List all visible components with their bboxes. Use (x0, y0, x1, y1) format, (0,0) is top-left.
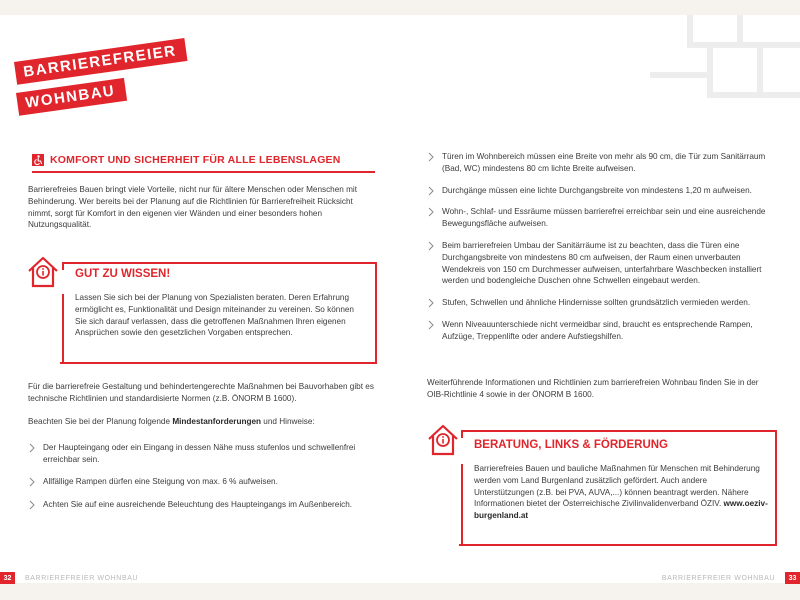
list-item-text: Durchgänge müssen eine lichte Durchgangsbreite von mindestens 1,20 m aufweisen. (442, 185, 752, 195)
list-item-text: Stufen, Schwellen und ähnliche Hindernisse sollten grundsätzlich vermieden werden. (442, 298, 751, 308)
footer-label-right: BARRIEREFREIER WOHNBAU (661, 574, 775, 582)
list-item-text: Türen im Wohnbereich müssen eine Breite von mehr als 90 cm, die Tür zum Sanitärraum (Bad, WC) mindestens 80 cm lichte Breite aufweisen. (442, 152, 766, 173)
intro-paragraph: Barrierefreies Bauen bringt viele Vorteile, nicht nur für ältere Menschen oder Menschen mit Behinderung. Wer bereits bei der Planung auf die Richtlinien für Barrierefreiheit Rücksicht nimmt, sorgt für Komfort in den eigenen vier Wänden und einer besonders hohen Nutzungsqualität. (28, 185, 358, 230)
chevron-right-icon (28, 443, 36, 453)
section-title: KOMFORT UND SICHERHEIT FÜR ALLE LEBENSLAGEN (50, 154, 341, 166)
footer-left (0, 571, 138, 585)
left-requirements-list (28, 442, 378, 518)
floorplan-decoration (650, 15, 800, 120)
chevron-right-icon (427, 241, 435, 251)
requirements-intro-post: und Hinweise: (261, 417, 315, 426)
right-requirements-list (427, 151, 775, 350)
requirements-intro-pre: Beachten Sie bei der Planung folgende (28, 417, 173, 426)
section-underline (32, 171, 375, 173)
list-item (28, 442, 378, 466)
list-item-text: Beim barrierefreien Umbau der Sanitärräume ist zu beachten, dass die Türen eine Durchgangsbreite von mindestens 80 cm aufweisen, der Raum einen unverbauten Wendekreis von 150 cm Durchmesser aufweisen, unterfahrbare Waschbecken installiert werden und bodengleiche Duschen ohne Schwellen eingebaut werden. (442, 240, 762, 286)
section-heading (32, 154, 341, 166)
info-box-2-title: BERATUNG, LINKS & FÖRDERUNG (474, 439, 669, 451)
list-item-text: Achten Sie auf eine ausreichende Beleuchtung des Haupteingangs im Außenbereich. (43, 500, 353, 510)
page-number-right: 33 (785, 572, 800, 584)
document-spread (0, 15, 800, 583)
chevron-right-icon (427, 207, 435, 217)
requirements-intro (28, 416, 378, 428)
list-item (28, 499, 378, 511)
list-item (427, 151, 775, 175)
list-item-text: Wenn Niveauunterschiede nicht vermeidbar sind, braucht es entsprechende Rampen, Aufzüge, Treppenlifte oder andere Aufstiegshilfen. (442, 319, 753, 341)
norms-paragraph: Für die barrierefreie Gestaltung und behindertengerechte Maßnahmen bei Bauvorhaben gibt es technische Richtlinien und standardisierte Normen (z.B. ÖNORM B 1600). (28, 382, 374, 403)
chevron-right-icon (28, 500, 36, 510)
list-item (427, 206, 775, 230)
info-box-2-left (461, 464, 463, 546)
info-box-1-text: Lassen Sie sich bei der Planung von Spezialisten beraten. Deren Erfahrung ermöglicht es, Funktionalität und Design miteinander zu vereinen. So können Sie sich darauf verlassen, dass die getroffenen Maßnahmen Ihren eigenen Ansprüchen sowie den gesetzlichen Vorgaben entsprechen. (75, 293, 354, 338)
list-item (427, 240, 775, 287)
footer-label-left: BARRIEREFREIER WOHNBAU (25, 574, 139, 582)
list-item-text: Wohn-, Schlaf- und Essräume müssen barrierefrei erreichbar sein und eine ausreichende Bewegungsfläche aufweisen. (442, 207, 766, 229)
chevron-right-icon (427, 320, 435, 330)
title-line-1: BARRIEREFREIER (14, 38, 188, 85)
page-number-left: 32 (0, 572, 15, 584)
chevron-right-icon (28, 477, 36, 487)
requirements-bold: Mindestanforderungen (172, 417, 262, 426)
further-info-paragraph: Weiterführende Informationen und Richtlinien zum barrierefreien Wohnbau finden Sie in der OIB-Richtlinie 4 sowie in der ÖNORM B 1600. (427, 378, 759, 399)
chevron-right-icon (427, 186, 435, 196)
chevron-right-icon (427, 298, 435, 308)
accessibility-icon (32, 154, 44, 166)
list-item-text: Der Haupteingang oder ein Eingang in dessen Nähe muss stufenlos und schwellenfrei erreichbar sein. (43, 443, 356, 464)
website-link[interactable]: www.oeziv-burgenland.at (474, 499, 768, 521)
title-line-2: WOHNBAU (16, 78, 127, 116)
list-item (427, 185, 775, 197)
list-item (28, 476, 378, 488)
list-item (427, 319, 775, 343)
footer-right (662, 571, 800, 585)
chevron-right-icon (427, 152, 435, 162)
house-info-icon (26, 255, 60, 289)
info-box-1-left (62, 294, 64, 364)
info-box-2-text (474, 463, 768, 522)
list-item-text: Allfällige Rampen dürfen eine Steigung von max. 6 % aufweisen. (43, 476, 278, 486)
list-item (427, 297, 775, 309)
info-box-2-body: Barrierefreies Bauen und bauliche Maßnahmen für Menschen mit Behinderung werden vom Land Burgenland zusätzlich gefördert. Auch andere Unterstützungen (z.B. bei PVA, AUVA,...) können beantragt werden. Nähere Informationen bietet der Österreichische Zivilinvalidenverband ÖZIV. (474, 464, 760, 509)
info-box-1-title: GUT ZU WISSEN! (75, 268, 171, 280)
house-info-icon (426, 423, 460, 457)
